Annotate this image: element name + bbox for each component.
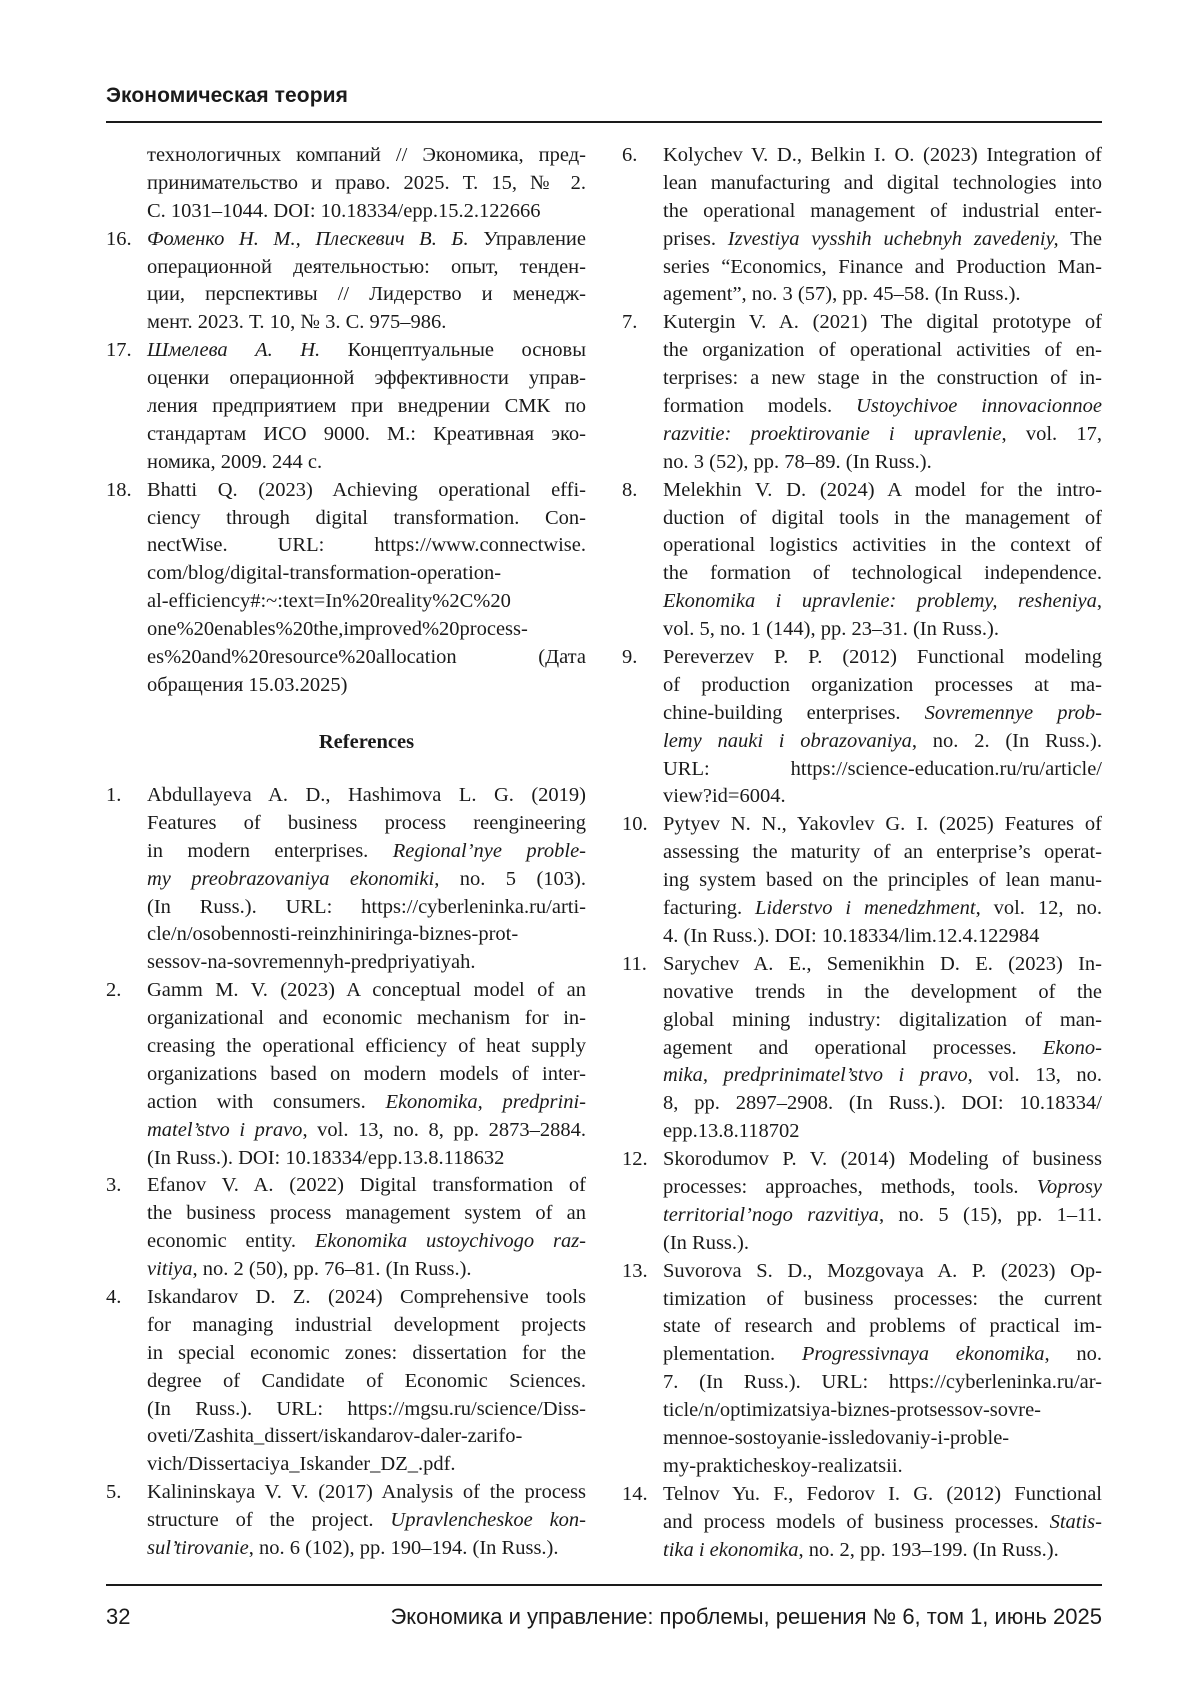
reference-line	[663, 951, 1102, 979]
reference-text: , vol. 13, no. 8, pp. 2873–2884.	[302, 1119, 586, 1141]
left-column-top-list	[106, 142, 586, 700]
reference-text: the organization of operational activities of en-	[663, 339, 1102, 361]
reference-entry	[106, 142, 586, 226]
reference-text: Kalininskaya V. V. (2017) Analysis of the process	[147, 1481, 586, 1503]
reference-line	[147, 1507, 586, 1535]
reference-line	[663, 644, 1102, 672]
reference-text: ции, перспективы // Лидерство и менедж-	[147, 283, 586, 305]
reference-line	[663, 867, 1102, 895]
reference-text: технологичных компаний // Экономика, пред-	[147, 144, 586, 166]
reference-line	[147, 838, 586, 866]
reference-text: organizational and economic mechanism for in-	[147, 1007, 586, 1029]
reference-line	[147, 309, 586, 337]
reference-text: Pytyev N. N., Yakovlev G. I. (2025) Features of	[663, 813, 1102, 835]
reference-text: mennoe-sostoyanie-issledovaniy-i-proble-	[663, 1427, 1009, 1449]
reference-line	[663, 1286, 1102, 1314]
reference-text: операционной деятельностью: опыт, тенден-	[147, 256, 586, 278]
reference-text: , no. 2. (In Russ.).	[912, 730, 1102, 752]
reference-source-italic: matel’stvo i pravo	[147, 1119, 302, 1141]
reference-text: action with consumers.	[147, 1091, 385, 1113]
reference-text: The	[1059, 228, 1102, 250]
reference-entry	[622, 309, 1102, 476]
reference-line	[147, 1200, 586, 1228]
reference-line	[147, 672, 586, 700]
reference-line	[663, 142, 1102, 170]
reference-line	[663, 254, 1102, 282]
reference-text: one%20enables%20the,improved%20process-	[147, 618, 528, 640]
reference-line	[663, 783, 1102, 811]
reference-line	[663, 616, 1102, 644]
reference-line	[147, 198, 586, 226]
reference-line	[663, 1509, 1102, 1537]
reference-entry	[622, 142, 1102, 309]
reference-entry	[622, 811, 1102, 950]
reference-line	[663, 979, 1102, 1007]
reference-line	[147, 1061, 586, 1089]
reference-text: ing system based on the principles of lean manu-	[663, 869, 1102, 891]
reference-source-italic: Liderstvo i menedzhment	[755, 897, 976, 919]
reference-line	[663, 1453, 1102, 1481]
reference-line	[663, 449, 1102, 477]
reference-text: the business process management system of an	[147, 1202, 586, 1224]
reference-line	[663, 421, 1102, 449]
reference-line	[147, 894, 586, 922]
reference-source-italic: Voprosy	[1037, 1176, 1102, 1198]
reference-source-italic: Ekonomika, predprini-	[385, 1091, 586, 1113]
reference-line	[663, 1007, 1102, 1035]
reference-text: (In Russ.).	[663, 1232, 749, 1254]
reference-entry	[622, 477, 1102, 644]
reference-number: 17.	[106, 337, 132, 365]
reference-line	[663, 728, 1102, 756]
reference-text: Iskandarov D. Z. (2024) Comprehensive tools	[147, 1286, 586, 1308]
reference-line	[663, 756, 1102, 784]
reference-line	[147, 1423, 586, 1451]
reference-text: oveti/Zashita_dissert/iskandarov-daler-zarifo-	[147, 1425, 522, 1447]
reference-text: al-efficiency#:~:text=In%20reality%2C%20	[147, 590, 511, 612]
reference-text: chine-building enterprises.	[663, 702, 925, 724]
reference-line	[147, 254, 586, 282]
reference-line	[663, 1369, 1102, 1397]
reference-line	[663, 1425, 1102, 1453]
reference-text: Features of business process reengineering	[147, 812, 586, 834]
reference-line	[663, 337, 1102, 365]
reference-number: 1.	[106, 782, 121, 810]
reference-text: in modern enterprises.	[147, 840, 393, 862]
reference-text: structure of the project.	[147, 1509, 390, 1531]
reference-text: terprises: a new stage in the construction of in-	[663, 367, 1102, 389]
reference-line	[663, 1146, 1102, 1174]
reference-source-italic: my preobrazovaniya ekonomiki	[147, 868, 434, 890]
reference-text: series “Economics, Finance and Production Man-	[663, 256, 1102, 278]
reference-text: formation models.	[663, 395, 856, 417]
reference-entry	[106, 477, 586, 700]
reference-text: Telnov Yu. F., Fedorov I. G. (2012) Functional	[663, 1483, 1102, 1505]
reference-line	[147, 142, 586, 170]
reference-line	[147, 977, 586, 1005]
reference-number: 11.	[622, 951, 647, 979]
reference-text: timization of business processes: the current	[663, 1288, 1102, 1310]
reference-text: in special economic zones: dissertation for the	[147, 1342, 586, 1364]
reference-number: 7.	[622, 309, 637, 337]
reference-line	[147, 1089, 586, 1117]
reference-line	[663, 1481, 1102, 1509]
reference-text: epp.13.8.118702	[663, 1120, 799, 1142]
reference-text: Концептуальные основы	[320, 339, 586, 361]
reference-text: оценки операционной эффективности управ-	[147, 367, 586, 389]
reference-number: 9.	[622, 644, 637, 672]
reference-line	[147, 866, 586, 894]
reference-text: the formation of technological independence.	[663, 562, 1102, 584]
reference-text: URL: https://science-education.ru/ru/article/	[663, 758, 1102, 780]
reference-line	[663, 477, 1102, 505]
reference-line	[663, 393, 1102, 421]
reference-source-italic: Шмелева А. Н.	[147, 339, 320, 361]
reference-text: view?id=6004.	[663, 785, 786, 807]
header-divider	[106, 121, 1102, 123]
reference-text: no. 3 (52), pp. 78–89. (In Russ.).	[663, 451, 932, 473]
right-column-references-list	[622, 142, 1102, 1564]
reference-line	[663, 923, 1102, 951]
reference-line	[147, 281, 586, 309]
reference-number: 2.	[106, 977, 121, 1005]
reference-line	[663, 198, 1102, 226]
reference-source-italic: lemy nauki i obrazovaniya	[663, 730, 912, 752]
reference-text: , no. 5 (103).	[434, 868, 586, 890]
reference-text: vol. 5, no. 1 (144), pp. 23–31. (In Russ.).	[663, 618, 999, 640]
page-number: 32	[106, 1603, 130, 1631]
reference-text: organizations based on modern models of inter-	[147, 1063, 586, 1085]
reference-text: (In Russ.). URL: https://cyberleninka.ru/arti-	[147, 896, 586, 918]
reference-text: Управление	[469, 228, 586, 250]
reference-text: of production organization processes at ma-	[663, 674, 1102, 696]
journal-footer: Экономика и управление: проблемы, решения № 6, том 1, июнь 2025	[390, 1603, 1102, 1631]
reference-entry	[106, 337, 586, 476]
reference-text: Skorodumov P. V. (2014) Modeling of business	[663, 1148, 1102, 1170]
reference-text: lean manufacturing and digital technologies into	[663, 172, 1102, 194]
references-heading: References	[147, 728, 586, 756]
reference-source-italic: Statis-	[1050, 1511, 1102, 1533]
reference-line	[147, 477, 586, 505]
reference-text: agement and operational processes.	[663, 1037, 1043, 1059]
left-column-references-list	[106, 782, 586, 1563]
reference-line	[147, 560, 586, 588]
reference-line	[147, 1005, 586, 1033]
reference-line	[663, 365, 1102, 393]
reference-text: , no. 5 (15), pp. 1–11.	[879, 1204, 1102, 1226]
reference-line	[147, 393, 586, 421]
reference-line	[663, 1397, 1102, 1425]
reference-number: 12.	[622, 1146, 648, 1174]
reference-text: , vol. 13, no.	[968, 1064, 1102, 1086]
reference-source-italic: Ekono-	[1043, 1037, 1102, 1059]
reference-line	[663, 1313, 1102, 1341]
reference-line	[663, 1090, 1102, 1118]
reference-text: state of research and problems of practical im-	[663, 1315, 1102, 1337]
reference-number: 18.	[106, 477, 132, 505]
reference-number: 3.	[106, 1172, 121, 1200]
reference-line	[147, 1117, 586, 1145]
reference-line	[147, 365, 586, 393]
reference-text: processes: approaches, methods, tools.	[663, 1176, 1037, 1198]
reference-text: номика, 2009. 244 с.	[147, 451, 322, 473]
reference-text: (In Russ.). DOI: 10.18334/epp.13.8.118632	[147, 1147, 504, 1169]
reference-line	[147, 782, 586, 810]
reference-line	[147, 1479, 586, 1507]
reference-text: Efanov V. A. (2022) Digital transformation of	[147, 1174, 586, 1196]
reference-line	[663, 1118, 1102, 1146]
reference-line	[147, 1396, 586, 1424]
reference-text: degree of Candidate of Economic Sciences.	[147, 1370, 586, 1392]
reference-text: Sarychev A. E., Semenikhin D. E. (2023) In-	[663, 953, 1102, 975]
reference-text: принимательство и право. 2025. Т. 15, № 2.	[147, 172, 586, 194]
reference-number: 6.	[622, 142, 637, 170]
reference-text: plementation.	[663, 1343, 802, 1365]
reference-text: economic entity.	[147, 1230, 315, 1252]
reference-source-italic: sul’tirovanie	[147, 1537, 249, 1559]
reference-number: 14.	[622, 1481, 648, 1509]
reference-source-italic: Ekonomika ustoychivogo raz-	[315, 1230, 586, 1252]
reference-line	[663, 672, 1102, 700]
reference-text: com/blog/digital-transformation-operation-	[147, 562, 501, 584]
reference-number: 5.	[106, 1479, 121, 1507]
reference-line	[663, 170, 1102, 198]
reference-line	[663, 895, 1102, 923]
reference-entry	[622, 644, 1102, 811]
reference-line	[147, 1535, 586, 1563]
reference-line	[147, 337, 586, 365]
reference-entry	[106, 1172, 586, 1284]
reference-source-italic: Progressivnaya ekonomika	[802, 1343, 1045, 1365]
reference-text: обращения 15.03.2025)	[147, 674, 348, 696]
reference-line	[147, 505, 586, 533]
reference-entry	[622, 1258, 1102, 1481]
reference-text: novative trends in the development of the	[663, 981, 1102, 1003]
reference-text: Abdullayeva A. D., Hashimova L. G. (2019)	[147, 784, 586, 806]
reference-text: , no. 2, pp. 193–199. (In Russ.).	[798, 1539, 1058, 1561]
reference-text: 7. (In Russ.). URL: https://cyberleninka.ru/ar-	[663, 1371, 1102, 1393]
reference-source-italic: vitiya	[147, 1258, 193, 1280]
reference-line	[663, 1035, 1102, 1063]
reference-number: 16.	[106, 226, 132, 254]
reference-text: 4. (In Russ.). DOI: 10.18334/lim.12.4.122984	[663, 925, 1039, 947]
reference-text: operational logistics activities in the context of	[663, 534, 1102, 556]
reference-text: and process models of business processes.	[663, 1511, 1050, 1533]
reference-text: for managing industrial development projects	[147, 1314, 586, 1336]
reference-line	[147, 949, 586, 977]
reference-text: ления предприятием при внедрении СМК по	[147, 395, 586, 417]
reference-number: 8.	[622, 477, 637, 505]
reference-entry	[106, 1479, 586, 1563]
reference-text: С. 1031–1044. DOI: 10.18334/epp.15.2.122666	[147, 200, 540, 222]
reference-line	[147, 616, 586, 644]
reference-line	[147, 449, 586, 477]
reference-line	[663, 1230, 1102, 1258]
reference-text: Kutergin V. A. (2021) The digital prototype of	[663, 311, 1102, 333]
section-title: Экономическая теория	[106, 84, 348, 108]
reference-line	[147, 1340, 586, 1368]
reference-line	[147, 1172, 586, 1200]
reference-text: assessing the maturity of an enterprise’s operat-	[663, 841, 1102, 863]
reference-line	[663, 811, 1102, 839]
reference-line	[663, 588, 1102, 616]
reference-line	[663, 560, 1102, 588]
reference-line	[147, 1033, 586, 1061]
reference-line	[663, 1202, 1102, 1230]
reference-text: vich/Dissertaciya_Iskander_DZ_.pdf.	[147, 1453, 456, 1475]
reference-line	[663, 532, 1102, 560]
reference-line	[147, 810, 586, 838]
reference-text: мент. 2023. Т. 10, № 3. С. 975–986.	[147, 311, 446, 333]
footer-divider	[106, 1584, 1102, 1586]
reference-entry	[106, 1284, 586, 1479]
reference-line	[147, 532, 586, 560]
reference-source-italic: Izvestiya vysshih uchebnyh zavedeniy,	[728, 228, 1059, 250]
reference-line	[663, 309, 1102, 337]
reference-text: (In Russ.). URL: https://mgsu.ru/science/Diss-	[147, 1398, 586, 1420]
reference-entry	[622, 951, 1102, 1146]
reference-text: стандартам ИСО 9000. М.: Креативная эко-	[147, 423, 586, 445]
reference-line	[663, 226, 1102, 254]
reference-text: Pereverzev P. P. (2012) Functional modeling	[663, 646, 1102, 668]
reference-source-italic: Ekonomika i upravlenie: problemy, resheniya	[663, 590, 1097, 612]
reference-text: Melekhin V. D. (2024) A model for the intro-	[663, 479, 1102, 501]
reference-source-italic: mika, predprinimatel’stvo i pravo	[663, 1064, 968, 1086]
reference-line	[663, 1537, 1102, 1565]
reference-line	[663, 281, 1102, 309]
reference-entry	[106, 782, 586, 977]
reference-source-italic: tika i ekonomika	[663, 1539, 798, 1561]
reference-text: , vol. 12, no.	[976, 897, 1102, 919]
reference-line	[147, 921, 586, 949]
reference-line	[147, 421, 586, 449]
reference-source-italic: Regional’nye proble-	[393, 840, 586, 862]
reference-text: ticle/n/optimizatsiya-biznes-protsessov-sovre-	[663, 1399, 1041, 1421]
reference-text: cle/n/osobennosti-reinzhiniringa-biznes-prot-	[147, 923, 518, 945]
reference-text: 8, pp. 2897–2908. (In Russ.). DOI: 10.18334/	[663, 1092, 1102, 1114]
reference-line	[147, 644, 586, 672]
reference-line	[147, 170, 586, 198]
reference-text: ,	[1097, 590, 1102, 612]
reference-text: Kolychev V. D., Belkin I. O. (2023) Integration of	[663, 144, 1102, 166]
reference-text: global mining industry: digitalization of man-	[663, 1009, 1102, 1031]
reference-line	[663, 1341, 1102, 1369]
reference-source-italic: razvitie: proektirovanie i upravlenie	[663, 423, 1001, 445]
reference-entry	[106, 226, 586, 338]
reference-number: 10.	[622, 811, 648, 839]
reference-line	[147, 1451, 586, 1479]
reference-line	[147, 1256, 586, 1284]
reference-line	[147, 1228, 586, 1256]
reference-text: , vol. 17,	[1001, 423, 1102, 445]
reference-text: agement”, no. 3 (57), pp. 45–58. (In Russ.).	[663, 283, 1021, 305]
reference-text: Bhatti Q. (2023) Achieving operational effi-	[147, 479, 586, 501]
reference-line	[663, 839, 1102, 867]
reference-source-italic: territorial’nogo razvitiya	[663, 1204, 879, 1226]
reference-entry	[622, 1481, 1102, 1565]
reference-source-italic: Upravlencheskoe kon-	[390, 1509, 586, 1531]
reference-source-italic: Ustoychivoe innovacionnoe	[856, 395, 1102, 417]
reference-number: 13.	[622, 1258, 648, 1286]
reference-text: my-prakticheskoy-realizatsii.	[663, 1455, 903, 1477]
reference-line	[663, 1174, 1102, 1202]
reference-text: Suvorova S. D., Mozgovaya A. P. (2023) Op-	[663, 1260, 1102, 1282]
reference-source-italic: Фоменко Н. М., Плескевич В. Б.	[147, 228, 469, 250]
reference-text: , no.	[1045, 1343, 1102, 1365]
reference-line	[147, 226, 586, 254]
reference-text: prises.	[663, 228, 728, 250]
reference-line	[147, 588, 586, 616]
reference-text: , no. 2 (50), pp. 76–81. (In Russ.).	[193, 1258, 472, 1280]
reference-source-italic: Sovremennye prob-	[925, 702, 1102, 724]
reference-text: ciency through digital transformation. Con-	[147, 507, 586, 529]
reference-text: the operational management of industrial enter-	[663, 200, 1102, 222]
reference-text: , no. 6 (102), pp. 190–194. (In Russ.).	[249, 1537, 559, 1559]
reference-text: es%20and%20resource%20allocation (Дата	[147, 646, 586, 668]
reference-text: duction of digital tools in the management of	[663, 507, 1102, 529]
reference-line	[663, 700, 1102, 728]
reference-line	[663, 1258, 1102, 1286]
reference-line	[663, 1062, 1102, 1090]
reference-entry	[622, 1146, 1102, 1258]
reference-line	[147, 1312, 586, 1340]
reference-number: 4.	[106, 1284, 121, 1312]
reference-line	[147, 1284, 586, 1312]
reference-text: creasing the operational efficiency of heat supply	[147, 1035, 586, 1057]
reference-line	[663, 505, 1102, 533]
reference-text: Gamm M. V. (2023) A conceptual model of an	[147, 979, 586, 1001]
reference-text: sessov-na-sovremennyh-predpriyatiyah.	[147, 951, 475, 973]
reference-line	[147, 1368, 586, 1396]
reference-text: nectWise. URL: https://www.connectwise.	[147, 534, 586, 556]
reference-text: facturing.	[663, 897, 755, 919]
reference-entry	[106, 977, 586, 1172]
reference-line	[147, 1145, 586, 1173]
